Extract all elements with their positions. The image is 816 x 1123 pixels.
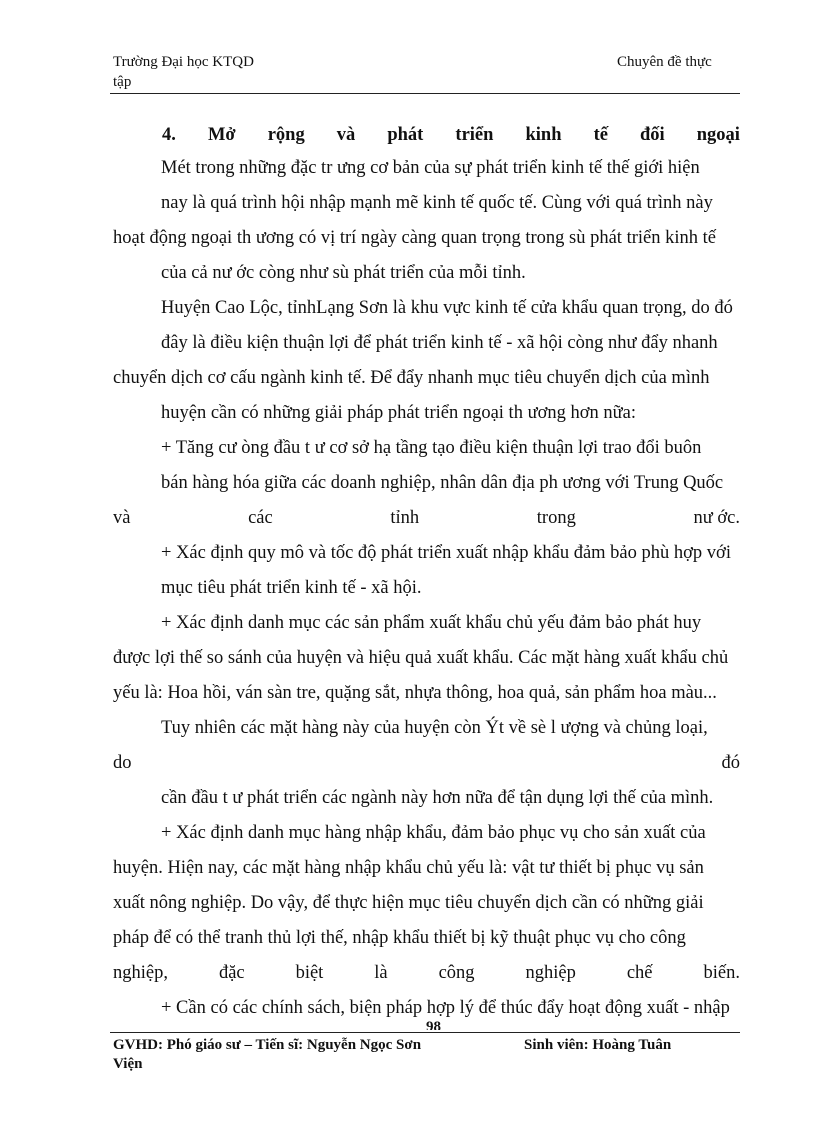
body-line-justified	[113, 507, 740, 529]
word: biệt	[295, 963, 324, 983]
body-line-justified	[113, 752, 740, 774]
word: nư ớc.	[693, 508, 740, 528]
body-line: huyện. Hiện nay, các mặt hàng nhập khẩu chủ yếu là: vật tư thiết bị phục vụ sản	[113, 858, 704, 878]
footer-rule	[110, 1032, 740, 1033]
body-line: chuyển dịch cơ cấu ngành kinh tế. Để đẩy nhanh mục tiêu chuyển dịch của mình	[113, 368, 710, 388]
word: đó	[721, 753, 740, 773]
body-line: + Xác định quy mô và tốc độ phát triển xuất nhập khẩu đảm bảo phù hợp với	[161, 543, 731, 563]
header-report-type: Chuyên đề thực	[617, 54, 712, 70]
word: trong	[536, 508, 576, 528]
body-line: + Xác định danh mục các sản phẩm xuất khẩu chủ yếu đảm bảo phát huy	[161, 613, 702, 633]
word: do	[113, 753, 132, 773]
heading-word: và	[336, 125, 356, 145]
body-line: + Cần có các chính sách, biện pháp hợp lý để thúc đẩy hoạt động xuất - nhập	[161, 998, 730, 1018]
header-school-cont: tập	[113, 74, 132, 90]
body-line: Mét trong những đặc tr ưng cơ bản của sự phát triển kinh tế thế giới hiện	[161, 158, 700, 178]
word: các	[248, 508, 273, 528]
heading-word: ngoại	[696, 125, 740, 145]
heading-word: tế	[593, 125, 608, 145]
body-line: + Tăng cư òng đầu t ư cơ sở hạ tầng tạo điều kiện thuận lợi trao đổi buôn	[161, 438, 702, 458]
body-line: nay là quá trình hội nhập mạnh mẽ kinh tế quốc tế. Cùng với quá trình này	[161, 193, 713, 213]
body-line: đây là điều kiện thuận lợi để phát triển kinh tế - xã hội còng như đẩy nhanh	[161, 333, 718, 353]
heading-word: rộng	[267, 125, 305, 145]
word: biến.	[703, 963, 740, 983]
body-line: hoạt động ngoại th ương có vị trí ngày càng quan trọng trong sù phát triển kinh tế	[113, 228, 716, 248]
heading-word: triển	[455, 125, 494, 145]
body-line: yếu là: Hoa hồi, ván sàn tre, quặng sắt, nhựa thông, hoa quả, sản phẩm hoa màu...	[113, 683, 717, 703]
page-number: 98	[426, 1019, 441, 1030]
word: nghiệp	[525, 963, 576, 983]
body-line: xuất nông nghiệp. Do vậy, để thực hiện mục tiêu chuyển dịch cần có những giải	[113, 893, 704, 913]
body-line: mục tiêu phát triển kinh tế - xã hội.	[161, 578, 422, 598]
body-line: của cả nư ớc còng như sù phát triển của mỗi tỉnh.	[161, 263, 526, 283]
section-heading	[162, 124, 740, 146]
word: nghiệp,	[113, 963, 168, 983]
word: là	[374, 963, 388, 983]
word: chế	[626, 963, 653, 983]
body-line: cần đầu t ư phát triển các ngành này hơn nữa để tận dụng lợi thế của mình.	[161, 788, 714, 808]
footer-student: Sinh viên: Hoàng Tuân	[524, 1037, 672, 1053]
word: tỉnh	[390, 508, 420, 528]
body-line: Huyện Cao Lộc, tỉnhLạng Sơn là khu vực kinh tế cửa khẩu quan trọng, do đó	[161, 298, 733, 318]
heading-word: kinh	[525, 125, 562, 145]
body-line: + Xác định danh mục hàng nhập khẩu, đảm bảo phục vụ cho sản xuất của	[161, 823, 706, 843]
footer-advisor-cont: Viện	[113, 1056, 143, 1072]
body-line: huyện cần có những giải pháp phát triển ngoại th ương hơn nữa:	[161, 403, 637, 423]
heading-word: phát	[387, 125, 424, 145]
heading-word: 4.	[162, 125, 176, 145]
header-rule	[110, 93, 740, 94]
body-line-justified	[113, 962, 740, 984]
body-line: Tuy nhiên các mặt hàng này của huyện còn Ýt về sè l ượng và chủng loại,	[161, 718, 708, 738]
word: và	[113, 508, 131, 528]
word: đặc	[218, 963, 245, 983]
footer-advisor: GVHD: Phó giáo sư – Tiến sĩ: Nguyễn Ngọc Sơn	[113, 1037, 422, 1053]
body-line: được lợi thế so sánh của huyện và hiệu quả xuất khẩu. Các mặt hàng xuất khẩu chủ	[113, 648, 729, 668]
header-school: Trường Đại học KTQD	[113, 54, 254, 70]
heading-word: đối	[640, 125, 665, 145]
body-line: bán hàng hóa giữa các doanh nghiệp, nhân dân địa ph ương với Trung Quốc	[161, 473, 724, 493]
body-line: pháp để có thể tranh thủ lợi thế, nhập khẩu thiết bị kỹ thuật phục vụ cho công	[113, 928, 686, 948]
word: công	[438, 963, 475, 983]
heading-word: Mở	[207, 125, 236, 145]
